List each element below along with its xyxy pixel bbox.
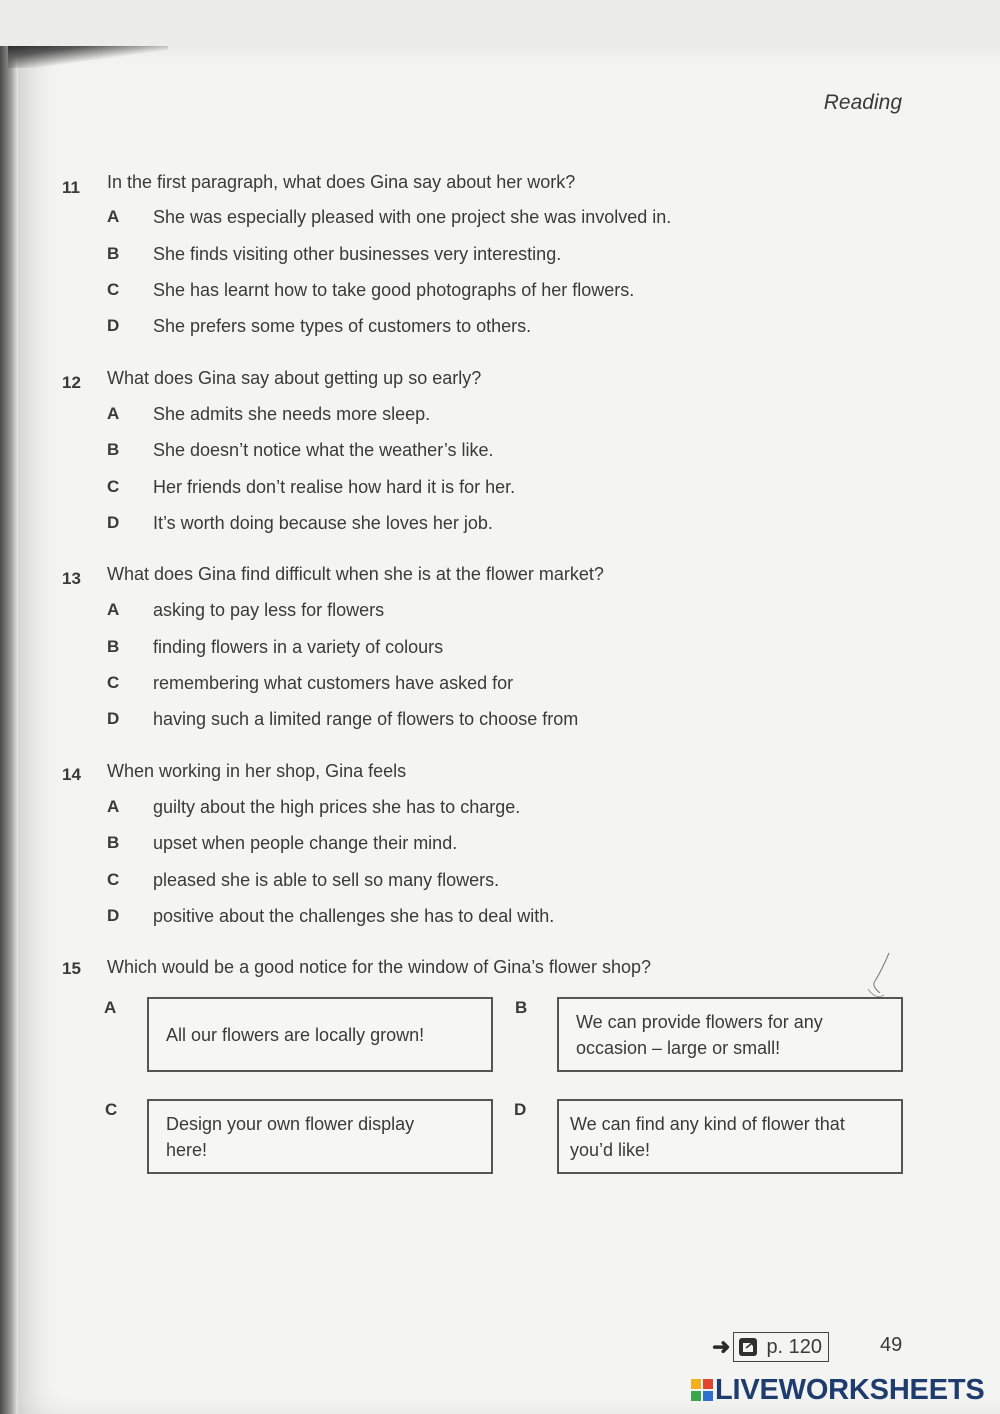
option-text: finding flowers in a variety of colours bbox=[153, 637, 444, 657]
document-icon bbox=[738, 1337, 758, 1357]
option-12-a[interactable] bbox=[0, 404, 1000, 434]
option-letter: C bbox=[107, 870, 120, 889]
option-letter: A bbox=[107, 207, 120, 226]
option-letter: C bbox=[107, 280, 120, 299]
notice-letter-c: C bbox=[105, 1100, 118, 1119]
notice-line: here! bbox=[166, 1139, 208, 1160]
option-letter: B bbox=[107, 833, 120, 852]
option-14-c[interactable] bbox=[0, 870, 1000, 900]
option-letter: D bbox=[107, 513, 120, 532]
reference-box[interactable] bbox=[733, 1332, 829, 1362]
option-letter: B bbox=[107, 637, 120, 656]
option-text: pleased she is able to sell so many flowers. bbox=[153, 870, 500, 890]
notice-line: occasion – large or small! bbox=[576, 1037, 781, 1058]
option-text: asking to pay less for flowers bbox=[153, 600, 385, 620]
notice-letter-a: A bbox=[104, 998, 117, 1017]
option-text: Her friends don’t realise how hard it is for her. bbox=[153, 477, 516, 497]
question-number: 13 bbox=[62, 569, 81, 588]
option-letter: A bbox=[107, 404, 120, 423]
option-letter: A bbox=[107, 600, 120, 619]
option-text: positive about the challenges she has to deal with. bbox=[153, 906, 555, 926]
option-text: It’s worth doing because she loves her job. bbox=[153, 513, 493, 533]
option-letter: C bbox=[107, 673, 120, 692]
notice-option-c[interactable] bbox=[147, 1099, 493, 1174]
option-12-b[interactable] bbox=[0, 440, 1000, 470]
option-text: She finds visiting other businesses very interesting. bbox=[153, 244, 562, 264]
footer-reference bbox=[712, 1330, 829, 1364]
option-letter: D bbox=[107, 906, 120, 925]
handwritten-tick-icon bbox=[858, 945, 898, 1005]
liveworksheets-logo-icon bbox=[691, 1379, 713, 1401]
option-12-d[interactable] bbox=[0, 513, 1000, 543]
section-title: Reading bbox=[823, 91, 902, 114]
option-13-d[interactable] bbox=[0, 709, 1000, 739]
question-text: When working in her shop, Gina feels bbox=[107, 761, 407, 781]
reference-text: p. 120 bbox=[766, 1335, 823, 1358]
option-letter: D bbox=[107, 709, 120, 728]
option-14-b[interactable] bbox=[0, 833, 1000, 863]
question-number: 14 bbox=[62, 765, 81, 784]
option-text: She prefers some types of customers to others. bbox=[153, 316, 532, 336]
notice-line: We can provide flowers for any bbox=[576, 1011, 823, 1032]
option-letter: A bbox=[107, 797, 120, 816]
option-text: remembering what customers have asked for bbox=[153, 673, 514, 693]
notice-option-a[interactable] bbox=[147, 997, 493, 1072]
question-text: What does Gina find difficult when she is at the flower market? bbox=[107, 564, 604, 584]
question-text: What does Gina say about getting up so early? bbox=[107, 368, 482, 388]
option-11-b[interactable] bbox=[0, 244, 1000, 274]
question-text: Which would be a good notice for the window of Gina’s flower shop? bbox=[107, 957, 651, 977]
option-text: having such a limited range of flowers to choose from bbox=[153, 709, 579, 729]
notice-letter-b: B bbox=[515, 998, 528, 1017]
notice-option-d[interactable] bbox=[557, 1099, 903, 1174]
question-number: 12 bbox=[62, 373, 81, 392]
option-11-c[interactable] bbox=[0, 280, 1000, 310]
option-text: She admits she needs more sleep. bbox=[153, 404, 431, 424]
option-letter: D bbox=[107, 316, 120, 335]
option-letter: C bbox=[107, 477, 120, 496]
notice-line: We can find any kind of flower that bbox=[570, 1113, 845, 1134]
notice-letter-d: D bbox=[514, 1100, 527, 1119]
option-14-a[interactable] bbox=[0, 797, 1000, 827]
scan-background bbox=[0, 0, 1000, 50]
option-12-c[interactable] bbox=[0, 477, 1000, 507]
question-number: 11 bbox=[62, 178, 80, 197]
option-11-a[interactable] bbox=[0, 207, 1000, 237]
question-number: 15 bbox=[62, 959, 81, 978]
option-text: She was especially pleased with one project she was involved in. bbox=[153, 207, 672, 227]
notice-line: Design your own flower display bbox=[166, 1113, 415, 1134]
watermark-text: LIVEWORKSHEETS bbox=[715, 1373, 985, 1406]
option-14-d[interactable] bbox=[0, 906, 1000, 936]
option-13-a[interactable] bbox=[0, 600, 1000, 630]
option-letter: B bbox=[107, 244, 120, 263]
question-text: In the first paragraph, what does Gina say about her work? bbox=[107, 172, 576, 192]
option-13-c[interactable] bbox=[0, 673, 1000, 703]
page-corner-shadow bbox=[8, 46, 168, 68]
option-letter: B bbox=[107, 440, 120, 459]
notice-option-b[interactable] bbox=[557, 997, 903, 1072]
notice-line: All our flowers are locally grown! bbox=[166, 1024, 425, 1045]
page-number: 49 bbox=[880, 1334, 903, 1356]
liveworksheets-watermark bbox=[691, 1372, 985, 1408]
option-text: She has learnt how to take good photographs of her flowers. bbox=[153, 280, 635, 300]
option-13-b[interactable] bbox=[0, 637, 1000, 667]
option-11-d[interactable] bbox=[0, 316, 1000, 346]
option-text: upset when people change their mind. bbox=[153, 833, 458, 853]
notice-line: you’d like! bbox=[570, 1139, 651, 1160]
option-text: She doesn’t notice what the weather’s like. bbox=[153, 440, 494, 460]
option-text: guilty about the high prices she has to charge. bbox=[153, 797, 521, 817]
right-arrow-icon: ➜ bbox=[712, 1334, 731, 1359]
